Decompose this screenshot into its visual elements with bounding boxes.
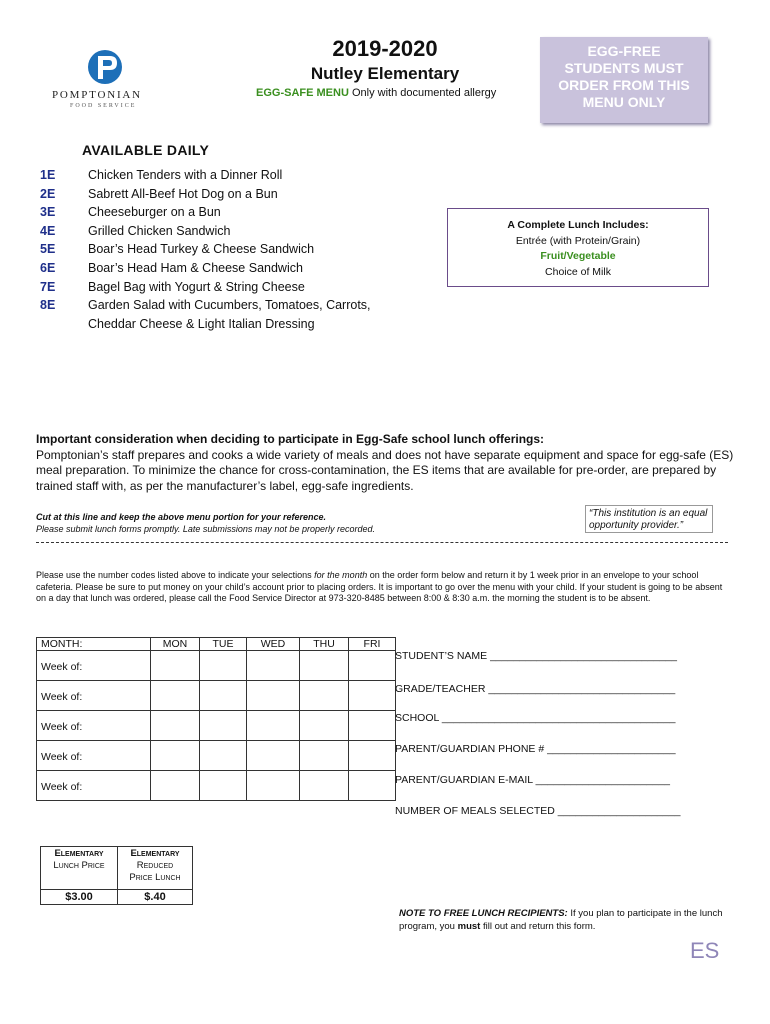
complete-lunch-entree: Entrée (with Protein/Grain): [515, 234, 641, 247]
menu-note: Only with documented allergy: [348, 87, 497, 99]
student-name-field[interactable]: STUDENT’S NAME ________________________________: [395, 650, 677, 662]
grade-teacher-field[interactable]: GRADE/TEACHER ________________________________: [395, 683, 676, 695]
menu-code: 6E: [40, 260, 56, 275]
week-of-cell[interactable]: [37, 771, 151, 801]
week-of-label: Week of:: [41, 661, 83, 673]
instructions-italic: for the month: [314, 570, 368, 580]
order-instructions: [36, 570, 732, 605]
available-daily-title: AVAILABLE DAILY: [82, 142, 210, 158]
egg-free-line: ORDER FROM THIS: [558, 77, 690, 93]
school-year: 2019-2020: [332, 36, 438, 61]
menu-item: [40, 222, 420, 241]
week-row: [37, 681, 396, 711]
menu-code: 5E: [40, 242, 56, 257]
reduced-price-value: $.40: [118, 890, 193, 905]
egg-free-line: MENU ONLY: [582, 94, 666, 110]
equal-opportunity-statement: “This institution is an equal opportunity provider.”: [585, 505, 713, 533]
selection-cell[interactable]: [349, 651, 396, 681]
selection-cell[interactable]: [151, 651, 200, 681]
menu-text-line2: Cheddar Cheese & Light Italian Dressing: [88, 316, 315, 331]
day-header-thu: THU: [300, 638, 349, 651]
lunch-price-value: $3.00: [41, 890, 118, 905]
menu-text: Bagel Bag with Yogurt & String Cheese: [88, 279, 305, 294]
menu-code: 2E: [40, 186, 56, 201]
corner-code: ES: [690, 938, 720, 963]
day-header-tue: TUE: [200, 638, 247, 651]
menu-text: Boar’s Head Ham & Cheese Sandwich: [88, 260, 303, 275]
reduced-price-label-c: Price Lunch: [129, 872, 181, 883]
selection-cell[interactable]: [300, 741, 349, 771]
lunch-price-label-a: Elementary: [54, 848, 104, 859]
price-table: [40, 846, 193, 905]
selection-cell[interactable]: [247, 681, 300, 711]
menu-subtitle: [256, 87, 496, 99]
egg-free-line: EGG-FREE: [587, 43, 661, 59]
menu-item: [40, 278, 420, 297]
cut-line: [36, 542, 728, 543]
number-of-meals-field[interactable]: NUMBER OF MEALS SELECTED _____________________: [395, 805, 681, 817]
selection-cell[interactable]: [349, 711, 396, 741]
day-header-wed: WED: [247, 638, 300, 651]
note-must: must: [457, 920, 481, 932]
order-table: [36, 637, 396, 801]
reduced-price-label: [118, 847, 193, 890]
cut-line-note: Cut at this line and keep the above menu portion for your reference.: [36, 512, 327, 522]
order-table-header: [37, 638, 396, 651]
week-of-cell[interactable]: [37, 651, 151, 681]
selection-cell[interactable]: [349, 741, 396, 771]
logo-name: POMPTONIAN: [52, 89, 142, 101]
note-text1: If you plan to participate in the lunch program, you: [399, 908, 723, 932]
lunch-price-label-b: Lunch Price: [53, 860, 105, 871]
week-of-cell[interactable]: [37, 681, 151, 711]
menu-item: [40, 259, 420, 278]
selection-cell[interactable]: [300, 711, 349, 741]
complete-lunch-title: A Complete Lunch Includes:: [507, 219, 649, 231]
menu-list: [40, 166, 420, 333]
parent-phone-field[interactable]: PARENT/GUARDIAN PHONE # ______________________: [395, 743, 676, 755]
week-row: [37, 711, 396, 741]
menu-code: 8E: [40, 298, 56, 313]
submit-note: Please submit lunch forms promptly. Late submissions may not be properly recorded.: [36, 524, 375, 534]
week-of-cell[interactable]: [37, 711, 151, 741]
lunch-price-label: [41, 847, 118, 890]
important-heading: Important consideration when deciding to participate in Egg-Safe school lunch offerings:: [36, 432, 545, 446]
selection-cell[interactable]: [300, 771, 349, 801]
important-consideration: [36, 432, 736, 494]
selection-cell[interactable]: [151, 711, 200, 741]
note-lead: NOTE TO FREE LUNCH RECIPIENTS:: [399, 908, 568, 919]
selection-cell[interactable]: [200, 651, 247, 681]
reduced-price-label-b: Reduced: [136, 860, 174, 871]
selection-cell[interactable]: [151, 771, 200, 801]
selection-cell[interactable]: [151, 741, 200, 771]
menu-code: 1E: [40, 168, 56, 182]
selection-cell[interactable]: [200, 771, 247, 801]
selection-cell[interactable]: [300, 681, 349, 711]
selection-cell[interactable]: [200, 681, 247, 711]
menu-item: [40, 240, 420, 259]
week-of-label: Week of:: [41, 691, 83, 703]
menu-text: Grilled Chicken Sandwich: [88, 223, 231, 238]
menu-item: [40, 203, 420, 222]
month-cell[interactable]: MONTH:: [37, 638, 151, 651]
day-header-mon: MON: [151, 638, 200, 651]
reduced-price-label-a: Elementary: [130, 848, 180, 859]
complete-lunch-box: [447, 208, 709, 287]
egg-free-notice: [540, 37, 708, 123]
week-row: [37, 741, 396, 771]
week-row: [37, 771, 396, 801]
menu-text: [88, 296, 420, 333]
menu-text: Sabrett All-Beef Hot Dog on a Bun: [88, 186, 278, 201]
selection-cell[interactable]: [349, 681, 396, 711]
menu-text-line1: Garden Salad with Cucumbers, Tomatoes, Carrots,: [88, 298, 371, 313]
selection-cell[interactable]: [200, 711, 247, 741]
instructions-part2: on the order form below and return it by 1 week prior in an envelope to your school cafeteria. Please be sure to put money on your child’s account prior to placing orders. It is important to go over the menu with your child. If your student is going to be absent on a day that lunch was ordered, please call the Food Service Director at 973-320-8485 between 8:00 & 8:30 a.m. the morning the student is to be absent.: [36, 570, 723, 603]
menu-text: Chicken Tenders with a Dinner Roll: [88, 168, 283, 182]
selection-cell[interactable]: [200, 741, 247, 771]
menu-text: Cheeseburger on a Bun: [88, 205, 221, 220]
selection-cell[interactable]: [247, 651, 300, 681]
price-values-row: [41, 890, 193, 905]
parent-email-field[interactable]: PARENT/GUARDIAN E-MAIL _______________________: [395, 774, 670, 786]
instructions-part1: Please use the number codes listed above to indicate your selections: [36, 570, 315, 580]
week-row: [37, 651, 396, 681]
selection-cell[interactable]: [151, 681, 200, 711]
week-of-label: Week of:: [41, 721, 83, 733]
note-text2: fill out and return this form.: [480, 920, 596, 932]
menu-item: [40, 185, 420, 204]
selection-cell[interactable]: [300, 651, 349, 681]
week-of-label: Week of:: [41, 751, 83, 763]
selection-cell[interactable]: [247, 771, 300, 801]
menu-code: 7E: [40, 279, 56, 294]
menu-code: 3E: [40, 205, 56, 220]
important-body: Pomptonian’s staff prepares and cooks a wide variety of meals and does not have separate equipment and space for egg-safe (ES) meal preparation. To minimize the chance for cross-contamination, the ES items that are available for pre-order, are prepared by trained staff with, as per the manufacturer’s label, egg-safe ingredients.: [36, 447, 734, 493]
complete-lunch-milk: Choice of Milk: [545, 265, 611, 278]
day-header-fri: FRI: [349, 638, 396, 651]
logo-subtitle: FOOD SERVICE: [70, 103, 137, 109]
free-lunch-note: [399, 908, 729, 933]
complete-lunch-fruit: Fruit/Vegetable: [540, 250, 616, 262]
week-of-label: Week of:: [41, 781, 83, 793]
price-labels-row: [41, 847, 193, 890]
school-field[interactable]: SCHOOL ________________________________________: [395, 712, 676, 724]
menu-item: [40, 296, 420, 333]
school-name: Nutley Elementary: [310, 64, 460, 83]
week-of-cell[interactable]: [37, 741, 151, 771]
menu-item: [40, 166, 420, 185]
selection-cell[interactable]: [349, 771, 396, 801]
menu-text: Boar’s Head Turkey & Cheese Sandwich: [88, 242, 315, 257]
selection-cell[interactable]: [247, 741, 300, 771]
selection-cell[interactable]: [247, 711, 300, 741]
egg-free-line: STUDENTS MUST: [564, 60, 684, 76]
egg-safe-label: EGG-SAFE MENU: [256, 87, 349, 99]
menu-code: 4E: [40, 223, 56, 238]
